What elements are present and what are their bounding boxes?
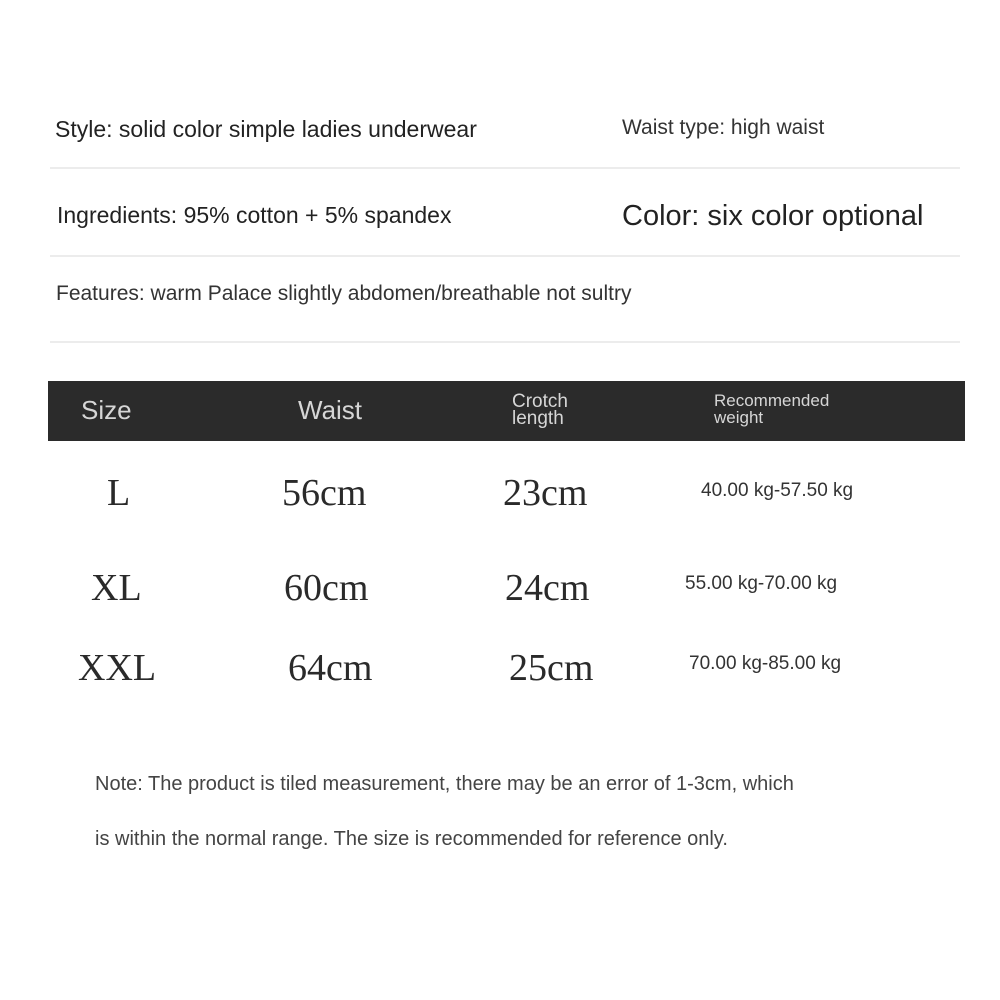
size-table-header xyxy=(48,381,965,441)
spec-waist-type: Waist type: high waist xyxy=(622,116,825,139)
table-cell-size: L xyxy=(107,472,131,514)
spec-features: Features: warm Palace slightly abdomen/breathable not sultry xyxy=(56,282,632,305)
note-line-2: is within the normal range. The size is recommended for reference only. xyxy=(95,828,728,850)
header-recommended-weight: Recommended weight xyxy=(714,391,830,427)
divider xyxy=(50,341,960,343)
table-cell-crotch: 25cm xyxy=(509,647,594,689)
table-cell-crotch: 24cm xyxy=(505,567,590,609)
table-cell-waist: 60cm xyxy=(284,567,369,609)
header-crotch-length: Crotch length xyxy=(512,391,568,429)
table-cell-weight: 70.00 kg-85.00 kg xyxy=(689,653,842,674)
table-cell-waist: 64cm xyxy=(288,647,373,689)
divider xyxy=(50,255,960,257)
table-cell-weight: 40.00 kg-57.50 kg xyxy=(701,480,854,501)
table-cell-size: XL xyxy=(91,567,142,609)
spec-color: Color: six color optional xyxy=(622,200,924,232)
table-cell-size: XXL xyxy=(78,647,157,689)
spec-ingredients: Ingredients: 95% cotton + 5% spandex xyxy=(57,202,452,228)
header-waist: Waist xyxy=(298,395,363,425)
header-size: Size xyxy=(81,395,132,425)
note-line-1: Note: The product is tiled measurement, there may be an error of 1-3cm, which xyxy=(95,773,794,795)
table-cell-crotch: 23cm xyxy=(503,472,588,514)
table-cell-weight: 55.00 kg-70.00 kg xyxy=(685,573,838,594)
table-cell-waist: 56cm xyxy=(282,472,367,514)
divider xyxy=(50,167,960,169)
spec-style: Style: solid color simple ladies underwear xyxy=(55,116,477,142)
